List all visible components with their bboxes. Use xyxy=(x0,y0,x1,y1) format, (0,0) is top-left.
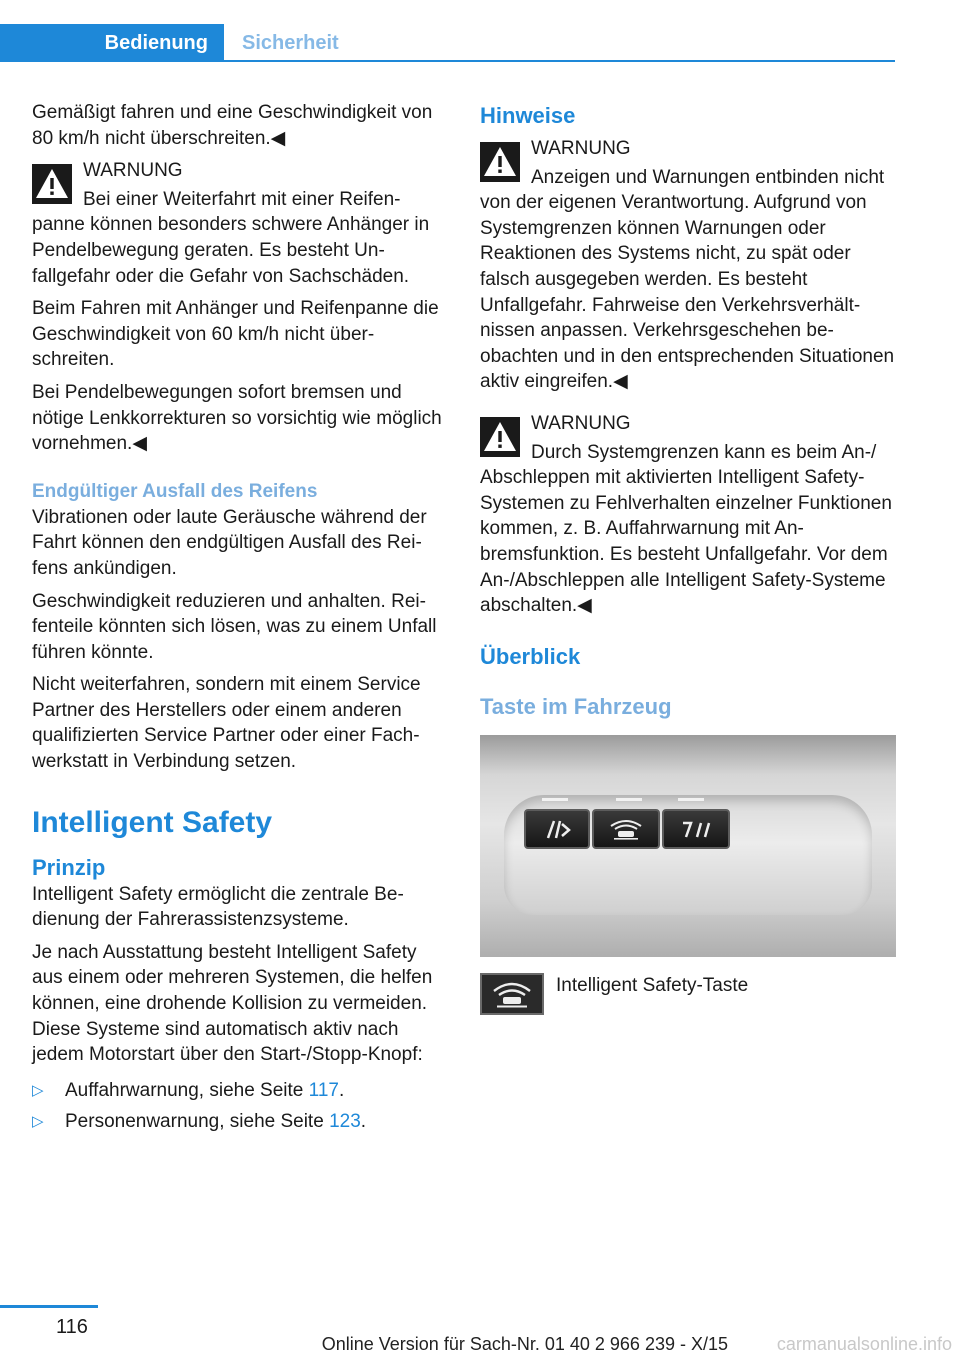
warning-block xyxy=(480,411,896,619)
page-link[interactable]: 117 xyxy=(308,1079,339,1101)
vehicle-button-photo xyxy=(480,735,896,957)
version-text: Online Version für Sach-Nr. 01 40 2 966 239 - X/15 xyxy=(321,1334,728,1354)
paragraph: Je nach Ausstattung besteht Intelligent Safety aus einem oder mehreren Systemen, die helfen können, eine drohende Kollision zu vermeiden. Diese Systeme sind automatisch aktiv nach jedem Motorstart über den Start-/Stopp-Knopf: xyxy=(32,941,433,1066)
tab-bedienung[interactable]: Bedienung xyxy=(0,24,224,62)
warning-triangle-icon xyxy=(480,417,520,457)
section-title: Überblick xyxy=(480,643,581,669)
subheading: Endgültiger Ausfall des Reifens xyxy=(32,480,318,502)
tab-sicherheit[interactable]: Sicherheit xyxy=(242,31,339,54)
lane-change-icon xyxy=(680,818,712,840)
list-item: ▷ Personenwarnung, siehe Seite 123. xyxy=(32,1109,446,1135)
bullet-triangle-icon: ▷ xyxy=(32,1113,44,1131)
legend-label: Intelligent Safety-Taste xyxy=(556,974,749,996)
lane-change-button xyxy=(662,809,730,849)
car-collision-icon xyxy=(607,818,645,840)
right-column xyxy=(480,100,896,1015)
paragraph: Intelligent Safety ermöglicht die zentrale Bedienung der Fahrerassistenzsysteme. xyxy=(32,883,404,931)
warning-text: Bei Pendelbewegungen sofort bremsen und nötige Lenkkorrekturen so vorsichtig wie möglich vornehmen.◀ xyxy=(32,381,442,455)
subsection-title: Taste im Fahrzeug xyxy=(480,693,672,719)
left-column xyxy=(32,100,446,1141)
warning-text: Anzeigen und Warnungen entbinden nicht von der eigenen Verantwortung. Aufgrund von Systemgrenzen können Warnungen oder Reaktionen des Systems nicht, zu spät oder falsch ausgegeben werden. Es besteht Unfallgefahr. Fahrweise den Verkehrsverhältnissen anpassen. Verkehrsgeschehen beobachten und in den entsprechenden Situationen aktiv eingreifen.◀ xyxy=(480,166,895,393)
warning-triangle-icon xyxy=(480,142,520,182)
page-link[interactable]: 123 xyxy=(329,1111,361,1133)
paragraph: Geschwindigkeit reduzieren und anhalten. Reifenteile könnten sich lösen, was zu einem Unfall führen könnte. xyxy=(32,590,437,663)
lane-warning-button xyxy=(524,809,590,849)
page-header xyxy=(0,0,960,64)
warning-label: WARNUNG xyxy=(531,138,631,159)
warning-block xyxy=(32,158,446,457)
list-item: ▷ Auffahrwarnung, siehe Seite 117. xyxy=(32,1078,446,1104)
bullet-triangle-icon: ▷ xyxy=(32,1081,44,1099)
warning-text: Beim Fahren mit Anhänger und Reifenpanne die Geschwindigkeit von 60 km/h nicht überschreiten. xyxy=(32,298,439,371)
header-divider xyxy=(0,60,895,62)
lane-icon xyxy=(542,818,572,840)
warning-triangle-icon xyxy=(32,164,72,204)
paragraph: Vibrationen oder laute Geräusche während der Fahrt können den endgültigen Ausfall des Reifens ankündigen. xyxy=(32,506,427,579)
paragraph: Nicht weiterfahren, sondern mit einem Service Partner des Herstellers oder einem anderen qualifizierten Service Partner oder einer Fachwerkstatt in Verbindung setzen. xyxy=(32,674,421,773)
warning-text: Bei einer Weiterfahrt mit einer Reifenpanne können besonders schwere Anhänger in Pendelbewegung geraten. Es besteht Unfallgefahr oder die Gefahr von Sachschäden. xyxy=(32,188,430,287)
page-number: 116 xyxy=(56,1316,88,1338)
section-title: Intelligent Safety xyxy=(32,805,273,839)
warning-text: Durch Systemgrenzen kann es beim An-/ Abschleppen mit aktivierten Intelligent Safety-Systemen zu Fehlverhalten einzelner Funktionen kommen, z. B. Auffahrwarnung mit Anbremsfunktion. Es besteht Unfallgefahr. Vor dem An-/Abschleppen alle Intelligent Safety-Systeme abschalten.◀ xyxy=(480,441,892,617)
warning-label: WARNUNG xyxy=(531,412,631,434)
watermark: carmanualsonline.info xyxy=(776,1334,952,1354)
warning-label: WARNUNG xyxy=(83,160,183,182)
subsection-title: Hinweise xyxy=(480,103,576,128)
subsection-title: Prinzip xyxy=(32,854,106,880)
intelligent-safety-icon xyxy=(480,973,544,1015)
intelligent-safety-button xyxy=(592,809,660,849)
warning-block xyxy=(480,136,896,395)
footer-divider xyxy=(0,1305,98,1308)
legend xyxy=(480,973,896,1015)
paragraph: Gemäßigt fahren und eine Geschwindigkeit von 80 km/h nicht überschreiten.◀ xyxy=(32,102,433,149)
